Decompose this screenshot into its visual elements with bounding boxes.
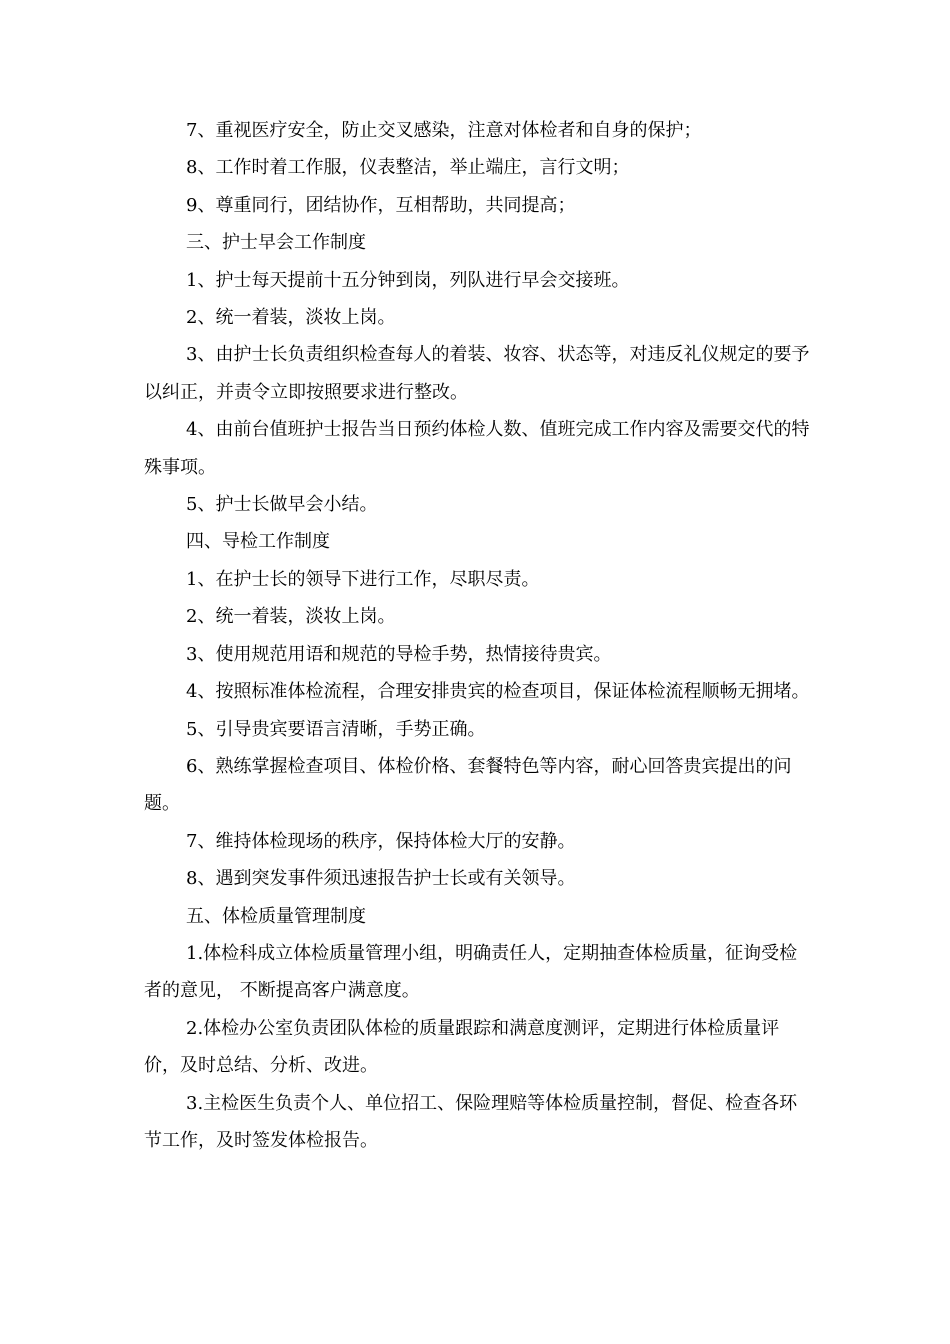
document-body — [144, 112, 814, 1159]
section-heading-3: 三、护士早会工作制度 — [186, 232, 366, 254]
paragraph-18: 8、遇到突发事件须迅速报告护士长或有关领导。 — [186, 868, 576, 890]
paragraph-14: 4、按照标准体检流程，合理安排贵宾的检查项目，保证体检流程顺畅无拥堵。 — [186, 681, 810, 703]
paragraph-16: 6、熟练掌握检查项目、体检价格、套餐特色等内容，耐心回答贵宾提出的问题。 — [144, 755, 792, 815]
section-heading-5: 五、体检质量管理制度 — [186, 905, 366, 927]
paragraph-22: 3.主检医生负责个人、单位招工、保险理赔等体检质量控制，督促、检查各环节工作，及时签发体检报告。 — [144, 1092, 798, 1151]
paragraph-1: 7、重视医疗安全，防止交叉感染，注意对体检者和自身的保护； — [186, 120, 702, 141]
paragraph-12: 2、统一着装，淡妆上岗。 — [186, 606, 396, 628]
paragraph-15: 5、引导贵宾要语言清晰，手势正确。 — [186, 718, 486, 740]
paragraph-9: 5、护士长做早会小结。 — [186, 494, 378, 516]
paragraph-6: 2、统一着装，淡妆上岗。 — [186, 307, 396, 329]
paragraph-3: 9、尊重同行，团结协作，互相帮助，共同提高； — [186, 194, 576, 216]
paragraph-2: 8、工作时着工作服，仪表整洁，举止端庄，言行文明； — [186, 157, 630, 179]
paragraph-17: 7、维持体检现场的秩序，保持体检大厅的安静。 — [186, 830, 576, 852]
section-heading-4: 四、导检工作制度 — [186, 531, 330, 553]
paragraph-21: 2.体检办公室负责团队体检的质量跟踪和满意度测评，定期进行体检质量评价，及时总结、分析、改进。 — [144, 1017, 780, 1077]
paragraph-7: 3、由护士长负责组织检查每人的着装、妆容、状态等，对违反礼仪规定的要予以纠正，并责令立即按照要求进行整改。 — [144, 344, 810, 403]
paragraph-5: 1、护士每天提前十五分钟到岗，列队进行早会交接班。 — [186, 269, 630, 291]
paragraph-11: 1、在护士长的领导下进行工作，尽职尽责。 — [186, 568, 540, 590]
paragraph-13: 3、使用规范用语和规范的导检手势，热情接待贵宾。 — [186, 643, 612, 665]
paragraph-8: 4、由前台值班护士报告当日预约体检人数、值班完成工作内容及需要交代的特殊事项。 — [144, 419, 810, 478]
paragraph-20: 1.体检科成立体检质量管理小组，明确责任人，定期抽查体检质量，征询受检者的意见， 不断提高客户满意度。 — [144, 942, 798, 1002]
